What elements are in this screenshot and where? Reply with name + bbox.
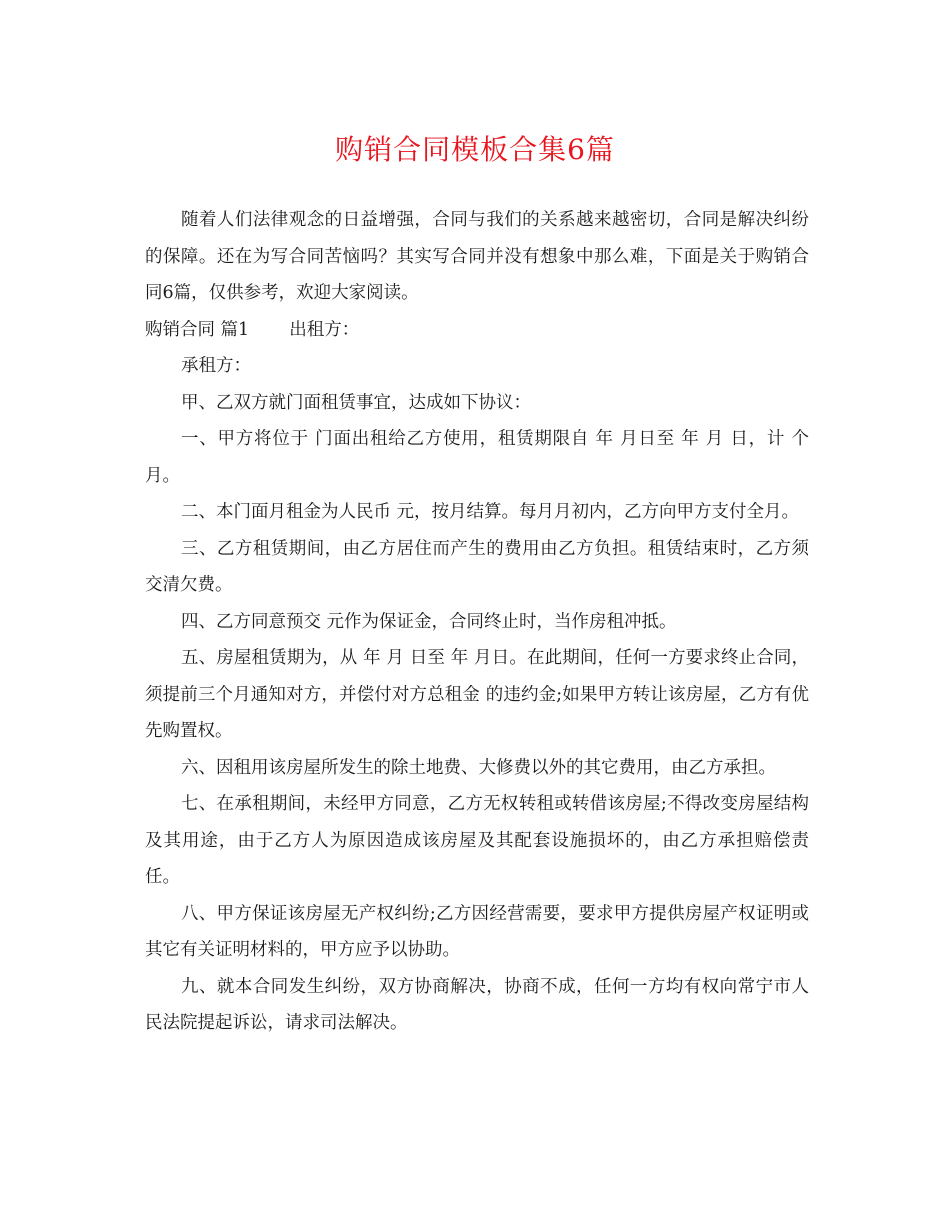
clause-2: 二、本门面月租金为人民币 元，按月结算。每月月初内，乙方向甲方支付全月。 bbox=[181, 502, 800, 522]
clause-4: 四、乙方同意预交 元作为保证金，合同终止时，当作房租冲抵。 bbox=[181, 611, 677, 632]
clause-1: 一、甲方将位于 门面出租给乙方使用，租赁期限自 年 月日至 年 月 日，计 个月。 bbox=[145, 429, 809, 486]
document-title: 购销合同模板合集6篇 bbox=[335, 133, 615, 166]
section-heading: 购销合同 篇1 bbox=[145, 319, 250, 340]
lessor-label: 出租方： bbox=[289, 319, 360, 340]
intro-paragraph: 随着人们法律观念的日益增强，合同与我们的关系越来越密切，合同是解决纠纷的保障。还在为写合同苦恼吗？其实写合同并没有想象中那么难，下面是关于购销合同6篇，仅供参考，欢迎大家阅读。 bbox=[145, 210, 809, 303]
section-heading-line bbox=[145, 312, 809, 349]
clause-3: 三、乙方租赁期间，由乙方居住而产生的费用由乙方负担。租赁结束时，乙方须交清欠费。 bbox=[145, 538, 809, 595]
clause-9: 九、就本合同发生纠纷，双方协商解决，协商不成，任何一方均有权向常宁市人民法院提起诉讼，请求司法解决。 bbox=[145, 976, 809, 1033]
lessee-label: 承租方： bbox=[181, 356, 251, 376]
agreement-line: 甲、乙双方就门面租赁事宜，达成如下协议： bbox=[181, 392, 531, 413]
clause-5: 五、房屋租赁期为，从 年 月 日至 年 月日。在此期间，任何一方要求终止合同，须提前三个月通知对方，并偿付对方总租金 的违约金;如果甲方转让该房屋，乙方有优先购置权。 bbox=[145, 648, 809, 741]
document-body bbox=[145, 202, 809, 1042]
clause-8: 八、甲方保证该房屋无产权纠纷;乙方因经营需要，要求甲方提供房屋产权证明或其它有关证明材料的，甲方应予以协助。 bbox=[145, 903, 809, 960]
clause-6: 六、因租用该房屋所发生的除土地费、大修费以外的其它费用，由乙方承担。 bbox=[181, 757, 776, 778]
clause-7: 七、在承租期间，未经甲方同意，乙方无权转租或转借该房屋;不得改变房屋结构及其用途，由于乙方人为原因造成该房屋及其配套设施损坏的，由乙方承担赔偿责任。 bbox=[145, 794, 809, 887]
